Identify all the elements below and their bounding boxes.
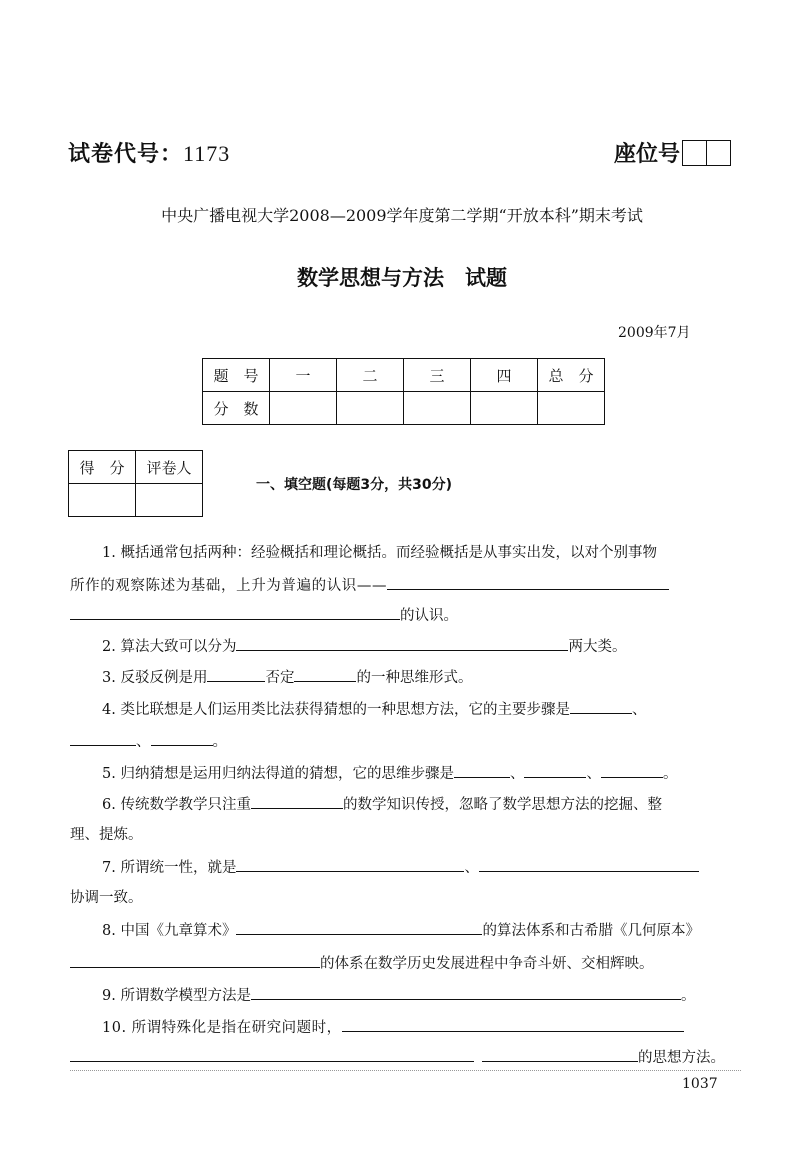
question-text: 的数学知识传授，忽略了数学思想方法的挖掘、整: [342, 797, 662, 813]
question-6-line-2: [70, 824, 143, 846]
question-text: 、: [464, 860, 479, 876]
grader-header-cell: 得 分: [69, 451, 136, 484]
answer-blank[interactable]: [151, 730, 213, 746]
question-4-line-1: [102, 698, 646, 720]
score-cell[interactable]: [337, 392, 404, 425]
question-text: 8. 中国《九章算术》: [102, 923, 237, 939]
answer-blank[interactable]: [70, 604, 400, 620]
question-text: 9. 所谓数学模型方法是: [102, 988, 251, 1004]
question-text: 、: [631, 702, 647, 718]
question-text: 的体系在数学历史发展进程中争奇斗妍、交相辉映。: [320, 956, 654, 972]
seat-boxes[interactable]: [682, 140, 731, 166]
score-header-cell: 三: [404, 359, 471, 392]
answer-blank[interactable]: [601, 762, 663, 778]
question-text: 的认识。: [400, 608, 458, 624]
question-text: 协调一致。: [70, 890, 143, 906]
question-text: 2. 算法大致可以分为: [102, 639, 237, 655]
question-2: [102, 635, 626, 657]
question-text: 10. 所谓特殊化是指在研究问题时，: [102, 1020, 342, 1036]
question-text: 7. 所谓统一性，就是: [102, 860, 237, 876]
question-text: 所作的观察陈述为基础，上升为普遍的认识——: [70, 578, 388, 594]
page-bottom-divider: [70, 1070, 741, 1071]
answer-blank[interactable]: [482, 1046, 638, 1062]
question-text: 1. 概括通常包括两种：经验概括和理论概括。而经验概括是从事实出发，以对个别事物: [102, 545, 657, 561]
question-text: 、: [136, 734, 151, 750]
score-cell[interactable]: [538, 392, 605, 425]
question-6-line-1: [102, 793, 662, 815]
paper-code-number: 1173: [183, 141, 231, 166]
question-text: 两大类。: [568, 639, 627, 655]
section-title: 一、填空题(每题3分，共30分): [256, 477, 453, 493]
answer-blank[interactable]: [294, 666, 356, 682]
seat-box[interactable]: [682, 140, 707, 166]
score-header-cell: 四: [471, 359, 538, 392]
question-text: 。: [212, 734, 227, 750]
question-8-line-1: [102, 919, 700, 941]
question-text: 、: [509, 766, 525, 782]
score-header-cell: 一: [270, 359, 337, 392]
answer-blank[interactable]: [342, 1016, 684, 1032]
answer-blank[interactable]: [236, 856, 464, 872]
answer-blank[interactable]: [70, 952, 320, 968]
score-cell[interactable]: [471, 392, 538, 425]
seat-label: 座位号: [614, 142, 681, 167]
seat-box[interactable]: [707, 140, 731, 166]
answer-blank[interactable]: [251, 984, 681, 1000]
question-5: [102, 762, 677, 784]
grader-header-cell: 评卷人: [136, 451, 203, 484]
score-header-cell: 题 号: [203, 359, 270, 392]
question-text: 4. 类比联想是人们运用类比法获得猜想的一种思想方法，它的主要步骤是: [102, 702, 570, 718]
question-text: 的算法体系和古希腊《几何原本》: [482, 923, 700, 939]
grader-name-cell[interactable]: [136, 484, 203, 517]
score-table-header-row: [203, 359, 605, 392]
paper-code: [68, 137, 230, 168]
question-1-line-3: [70, 604, 458, 626]
question-text: 6. 传统数学教学只注重: [102, 797, 251, 813]
answer-blank[interactable]: [236, 919, 482, 935]
question-1-line-1: [102, 542, 657, 564]
question-text: 。: [680, 988, 696, 1004]
grader-score-cell[interactable]: [69, 484, 136, 517]
answer-blank[interactable]: [70, 1046, 474, 1062]
answer-blank[interactable]: [70, 730, 136, 746]
exam-title: 数学思想与方法 试题: [297, 266, 507, 290]
exam-school-line: 中央广播电视大学2008—2009学年度第二学期“开放本科”期末考试: [161, 206, 643, 225]
score-cell[interactable]: [404, 392, 471, 425]
grader-table: [68, 450, 203, 517]
question-8-line-2: [70, 952, 654, 974]
question-9: [102, 984, 695, 1006]
question-3: [102, 666, 472, 688]
question-10-line-1: [102, 1016, 684, 1038]
score-header-cell: 二: [337, 359, 404, 392]
score-header-cell: 总 分: [538, 359, 605, 392]
question-text: 、: [586, 766, 601, 782]
answer-blank[interactable]: [207, 666, 265, 682]
question-7-line-2: [70, 887, 143, 909]
seat-number: [614, 137, 731, 168]
answer-blank[interactable]: [454, 762, 510, 778]
answer-blank[interactable]: [236, 635, 568, 651]
exam-date: 2009年7月: [618, 325, 691, 341]
question-text: 的一种思维形式。: [356, 670, 473, 686]
question-1-line-2: [70, 574, 669, 596]
answer-blank[interactable]: [479, 856, 699, 872]
question-text: 理、提炼。: [70, 827, 143, 843]
question-10-line-2: [70, 1046, 725, 1068]
answer-blank[interactable]: [251, 793, 343, 809]
answer-blank[interactable]: [387, 574, 669, 590]
question-text: 否定: [265, 670, 295, 686]
question-text: 。: [662, 766, 678, 782]
question-7-line-1: [102, 856, 699, 878]
question-text: 3. 反驳反例是用: [102, 670, 208, 686]
score-table-score-row: [203, 392, 605, 425]
question-4-line-2: [70, 730, 227, 752]
score-cell[interactable]: [270, 392, 337, 425]
score-table: [202, 358, 605, 425]
answer-blank[interactable]: [524, 762, 586, 778]
question-text: 的思想方法。: [638, 1050, 725, 1066]
question-text: 5. 归纳猜想是运用归纳法得道的猜想，它的思维步骤是: [102, 766, 454, 782]
page-number: 1037: [682, 1076, 718, 1092]
paper-code-label: 试卷代号：: [68, 142, 184, 167]
score-row-label: 分 数: [203, 392, 270, 425]
answer-blank[interactable]: [570, 698, 632, 714]
